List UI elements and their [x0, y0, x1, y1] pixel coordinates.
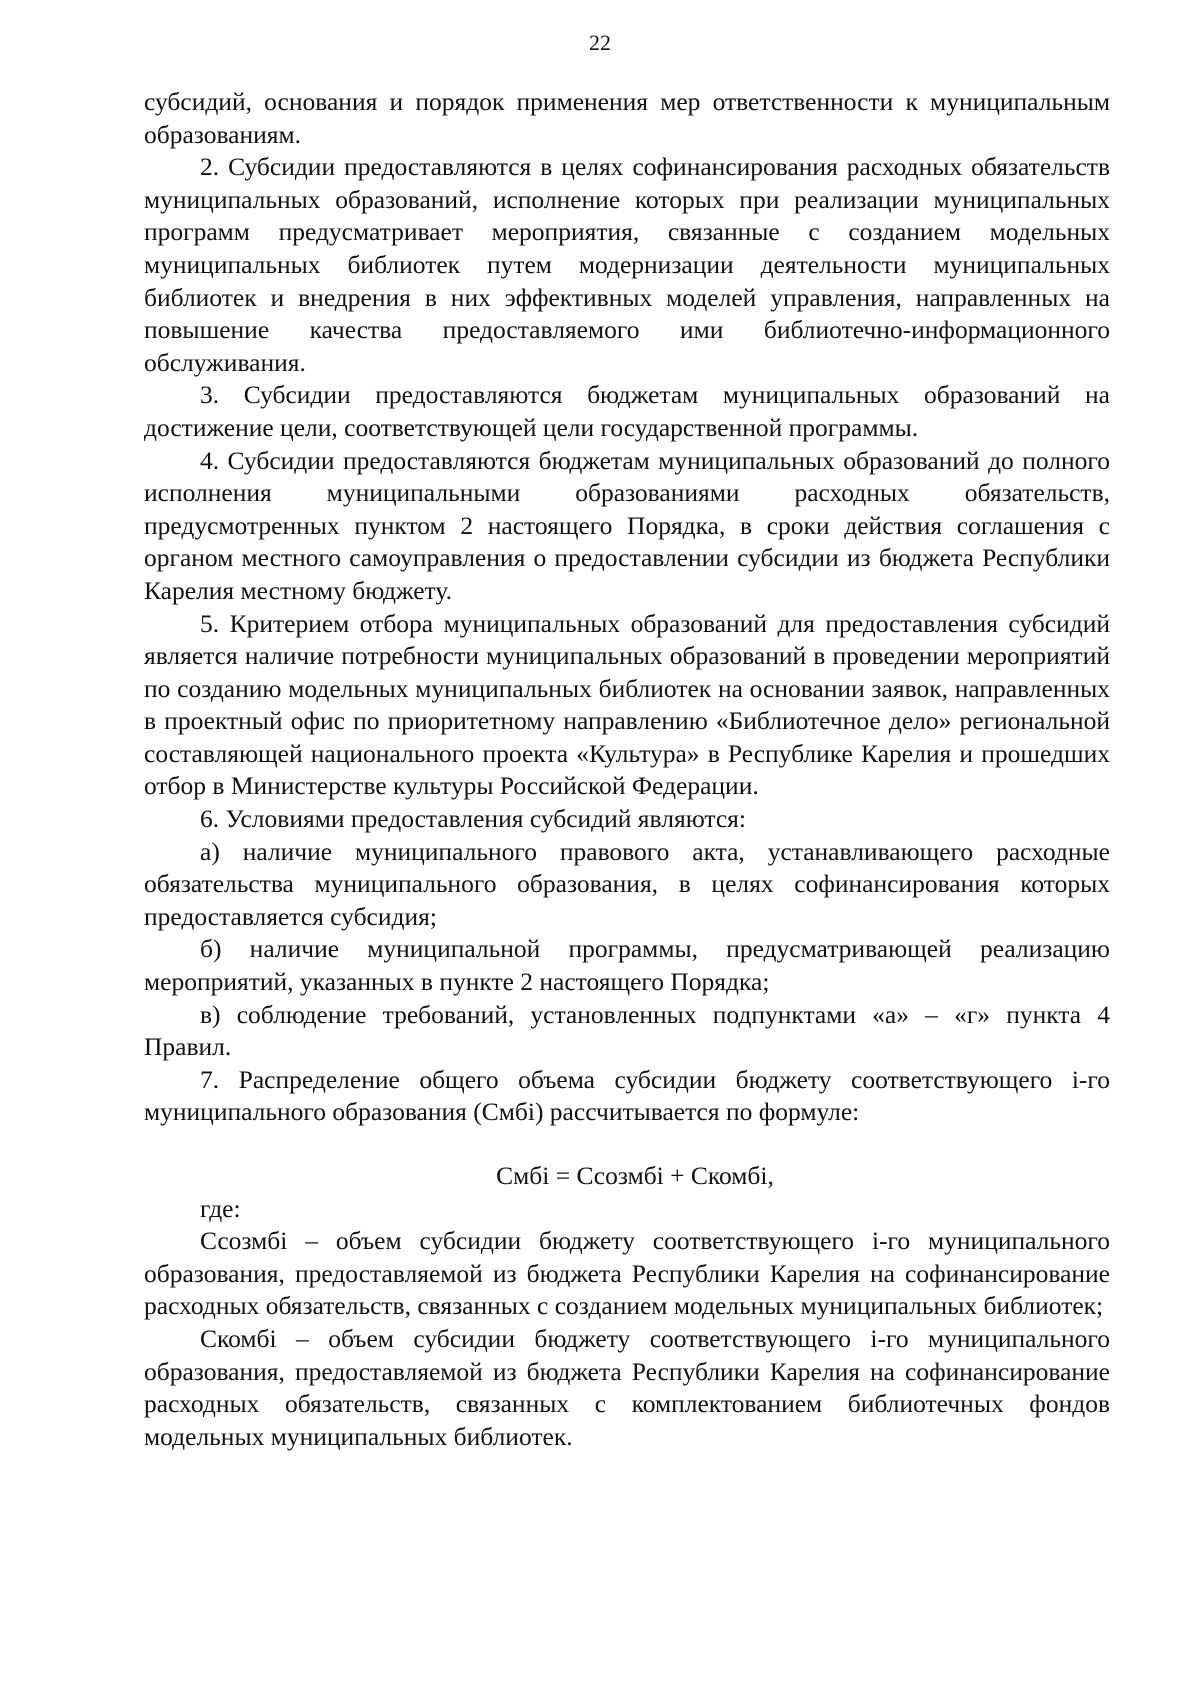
paragraph-item-7: 7. Распределение общего объема субсидии бюджету соответствующего i-го муниципального образования (Смбi) рассчитывается по формуле: [144, 1064, 1110, 1127]
paragraph-item-6a: а) наличие муниципального правового акта, устанавливающего расходные обязательства муниципального образования, в целях софинансирования которых предоставляется субсидия; [144, 836, 1110, 931]
paragraph-item-6: 6. Условиями предоставления субсидий являются: [200, 804, 746, 834]
formula-definition-skomb: Скомбi – объем субсидии бюджету соответствующего i-го муниципального образования, предоставляемой из бюджета Республики Карелия на софинансирование расходных обязательств, связанных с комплектованием библиотечных фондов модельных муниципальных библиотек. [144, 1323, 1110, 1451]
paragraph-item-4: 4. Субсидии предоставляются бюджетам муниципальных образований до полного исполнения муниципальными образованиями расходных обязательств, предусмотренных пунктом 2 настоящего Порядка, в сроки действия соглашения с органом местного самоуправления о предоставлении субсидии из бюджета Республики Карелия местному бюджету. [144, 445, 1110, 605]
page-number: 22 [589, 30, 611, 55]
paragraph-item-3: 3. Субсидии предоставляются бюджетам муниципальных образований на достижение цели, соответствующей цели государственной программы. [144, 380, 1110, 442]
paragraph-item-6b: б) наличие муниципальной программы, предусматривающей реализацию мероприятий, указанных в пункте 2 настоящего Порядка; [144, 934, 1110, 997]
paragraph-item-2: 2. Субсидии предоставляются в целях софинансирования расходных обязательств муниципальных образований, исполнение которых при реализации муниципальных программ предусматривает мероприятия, связанные с созданием модельных муниципальных библиотек путем модернизации деятельности муниципальных библиотек и внедрения в них эффективных моделей управления, направленных на повышение качества предоставляемого ими библиотечно-информационного обслуживания. [144, 152, 1110, 377]
formula-definition-ssozmb: Ссозмбi – объем субсидии бюджету соответствующего i-го муниципального образования, предоставляемой из бюджета Республики Карелия на софинансирование расходных обязательств, связанных с созданием модельных муниципальных библиотек; [144, 1226, 1110, 1321]
formula-where: где: [200, 1193, 241, 1223]
paragraph-continuation: субсидий, основания и порядок применения мер ответственности к муниципальным образованиям. [144, 87, 1110, 149]
document-body [144, 86, 1110, 1453]
paragraph-item-6v: в) соблюдение требований, установленных подпунктами «а» – «г» пункта 4 Правил. [144, 999, 1110, 1062]
paragraph-item-5: 5. Критерием отбора муниципальных образований для предоставления субсидий является наличие потребности муниципальных образований в проведении мероприятий по созданию модельных муниципальных библиотек на основании заявок, направленных в проектный офис по приоритетному направлению «Библиотечное дело» региональной составляющей национального проекта «Культура» в Республике Карелия и прошедших отбор в Министерстве культуры Российской Федерации. [144, 608, 1110, 801]
formula: Смбi = Ссозмбi + Скомбi, [496, 1161, 774, 1190]
